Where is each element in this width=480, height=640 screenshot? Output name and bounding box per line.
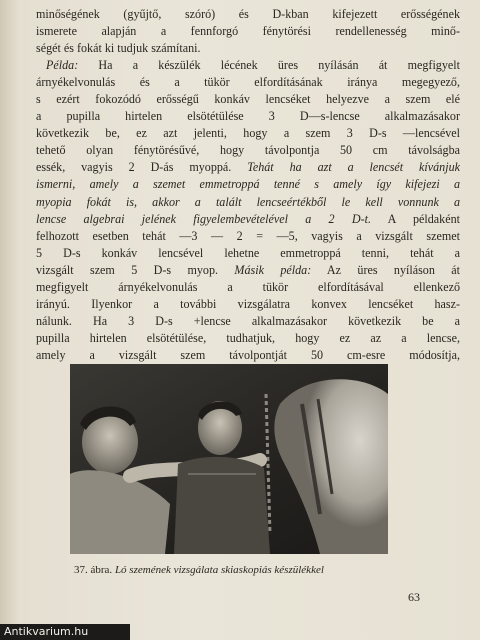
text-fragment: Ha a készülék lécének üres nyílásán át megfigyelt <box>78 58 460 73</box>
figure-photo <box>70 364 388 554</box>
text-line <box>36 57 460 74</box>
text-line <box>36 211 460 228</box>
text-line: s ezért fokozódó erősségű konkáv lencséket helyezve a szem elé <box>36 92 460 107</box>
text-line: myopia fokát is, akkor a talált lencseértékből le kell vonnunk a <box>36 194 460 209</box>
italic-fragment: lencse algebrai jelének figyelembevételével a 2 D-t. <box>36 211 372 226</box>
text-line: nálunk. Ha 3 D-s +lencse alkalmazásakor következik be a <box>36 313 460 328</box>
body-text <box>36 6 460 364</box>
text-fragment: essék, vagyis 2 D-ás myoppá. <box>36 160 232 175</box>
caption-text: Ló szemének vizsgálata skiaskopiás készülékkel <box>112 564 324 576</box>
text-line: ismerete alapján a fennforgó fénytörési rendellenesség minő- <box>36 24 460 39</box>
text-line <box>36 262 460 279</box>
text-line <box>36 159 460 176</box>
text-fragment: A példaként <box>371 211 460 226</box>
figure-caption <box>74 564 394 576</box>
text-line: tehető olyan fénytörésűvé, hogy távolpontja 50 cm távolságba <box>36 143 460 158</box>
text-fragment: vizsgált szem 5 D-s myop. <box>36 262 219 277</box>
example-label: Másik példa: <box>218 262 312 277</box>
text-line: ségét és fokát ki tudjuk számítani. <box>36 41 201 56</box>
text-line: felhozott esetben tehát —3 — 2 = —5, vagyis a vizsgált szemet <box>36 228 460 243</box>
text-line: minőségének (gyűjtő, szóró) és D-kban kifejezett erősségének <box>36 7 460 21</box>
italic-fragment: Tehát ha azt a lencsét kívánjuk <box>231 160 460 175</box>
horse-eye-exam-photo <box>70 364 388 554</box>
watermark: Antikvarium.hu <box>0 624 130 640</box>
text-line: ismerni, amely a szemet emmetroppá tenné s amely így kifejezi a <box>36 177 460 192</box>
text-line: irányú. Ilyenkor a további vizsgálatra konvex lencséket hasz- <box>36 296 460 311</box>
text-line: következik be, ez azt jelenti, hogy a szem 3 D-s —lencsével <box>36 126 460 141</box>
text-line: árnyékelvonulás és a tükör elfordításának iránya megegyező, <box>36 75 460 90</box>
text-line: amely a vizsgált szem távolpontját 50 cm-esre módosítja, <box>36 347 460 362</box>
example-label: Példa: <box>46 58 79 73</box>
text-fragment: Az üres nyíláson át <box>311 262 460 277</box>
page-number: 63 <box>408 590 420 604</box>
text-line: pupilla hirtelen elsötétülése, tudhatjuk, hogy ez az a lencse, <box>36 330 460 345</box>
text-line: a pupilla hirtelen elsötétülése 3 D—s-lencse alkalmazásakor <box>36 109 460 124</box>
caption-number: 37. ábra. <box>74 564 113 576</box>
text-line: megfigyelt árnyékelvonulás a tükör elfordításával ellenkező <box>36 279 460 294</box>
text-line: 5 D-s konkáv lencsével lehetne emmetroppá tenni, tehát a <box>36 245 460 260</box>
